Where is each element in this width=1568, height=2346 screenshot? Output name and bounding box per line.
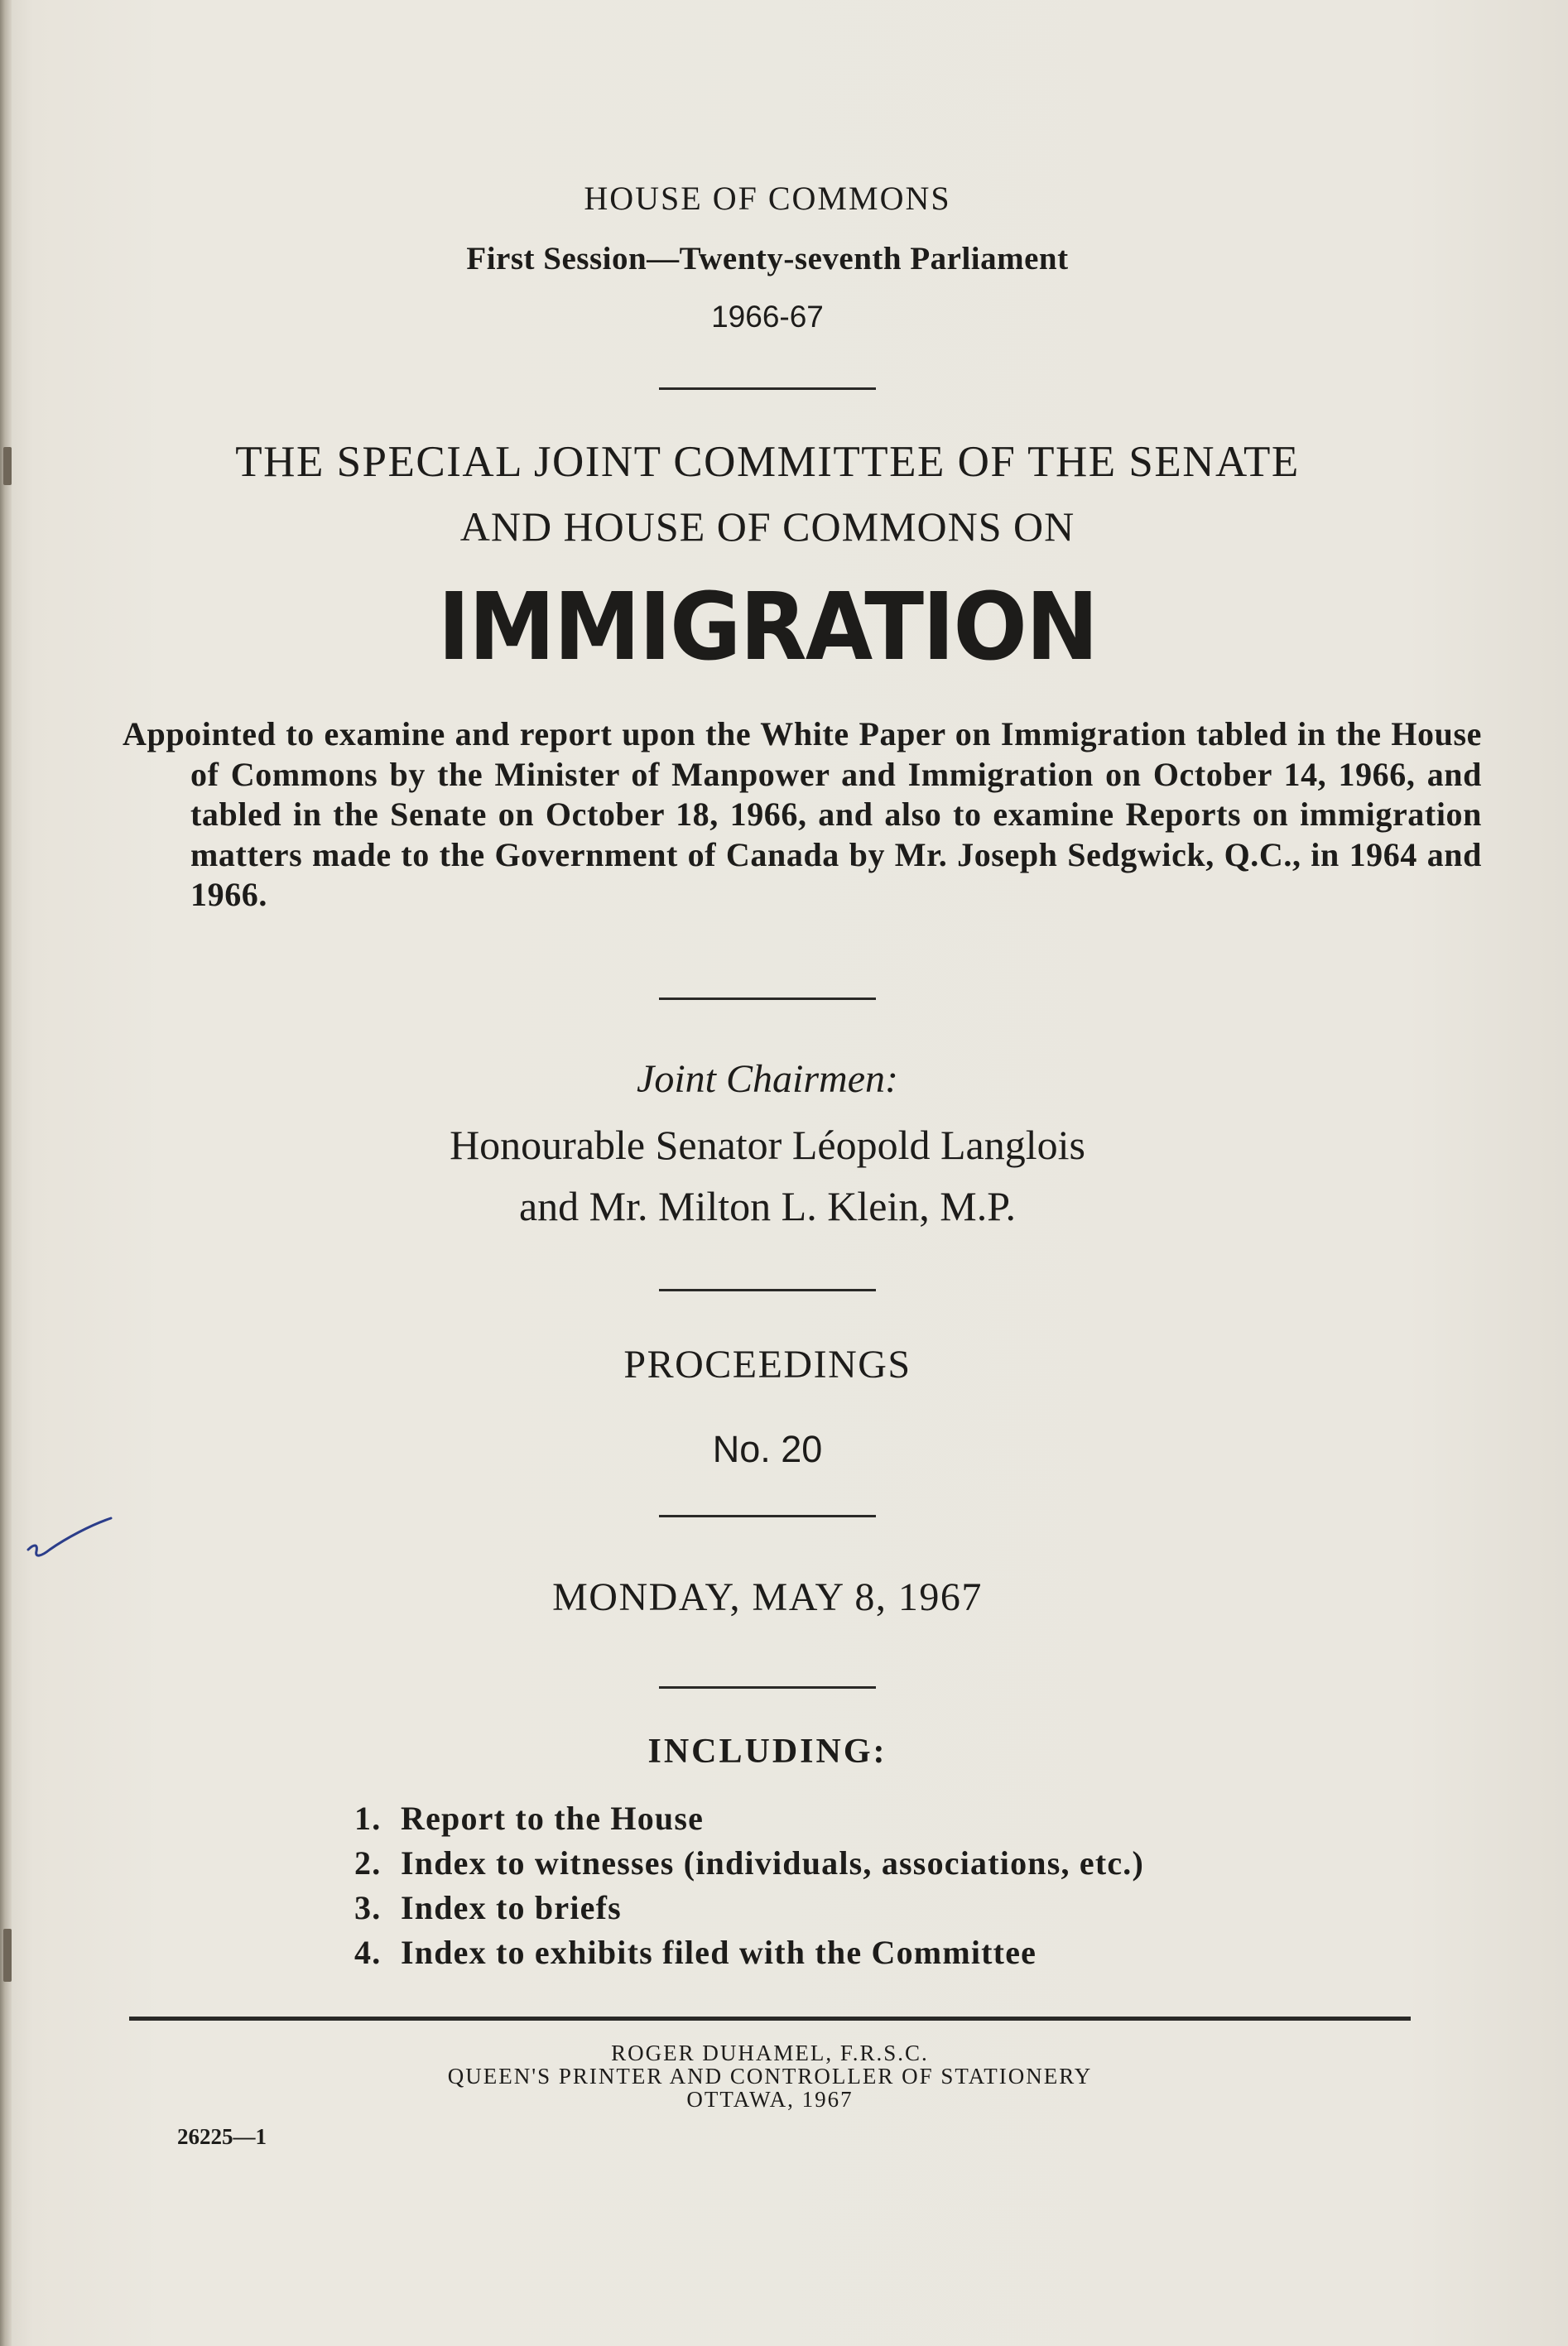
session-years: 1966-67 <box>711 300 824 334</box>
divider-rule <box>659 1515 876 1517</box>
including-title: INCLUDING: <box>647 1733 887 1771</box>
house-heading: HOUSE OF COMMONS <box>584 180 951 217</box>
meeting-date: MONDAY, MAY 8, 1967 <box>552 1575 983 1619</box>
list-item <box>354 1796 1144 1841</box>
chairman-mp: and Mr. Milton L. Klein, M.P. <box>518 1183 1017 1229</box>
proceedings-number: No. 20 <box>712 1428 823 1470</box>
proceedings-title: PROCEEDINGS <box>623 1343 911 1387</box>
session-heading: First Session—Twenty-seventh Parliament <box>466 241 1069 276</box>
committee-topic: IMMIGRATION <box>437 574 1098 681</box>
committee-mandate: Appointed to examine and report upon the White Paper on Immigration tabled in the House of Commons by the Minister of Manpower and Immigration on October 14, 1966, and tabled in the Senate on October 18, 1966, and also to examine Reports on immigration matters made to the Government of Canada by Mr. Joseph Sedgwick, Q.C., in 1964 and 1966. <box>123 715 1482 913</box>
item-number: 1. <box>354 1800 382 1837</box>
list-item <box>354 1886 1144 1930</box>
divider-rule <box>659 998 876 1000</box>
divider-rule <box>659 387 876 390</box>
chairman-senator: Honourable Senator Léopold Langlois <box>450 1122 1085 1168</box>
item-text: Index to briefs <box>401 1889 622 1926</box>
page-binding-edge <box>0 0 12 2346</box>
printer-name: ROGER DUHAMEL, F.R.S.C. <box>611 2041 929 2065</box>
binding-staple <box>3 1929 12 1982</box>
footer-rule <box>129 2017 1411 2021</box>
committee-title-line1: THE SPECIAL JOINT COMMITTEE OF THE SENATE <box>235 438 1300 486</box>
item-number: 3. <box>354 1889 382 1926</box>
print-code: 26225—1 <box>177 2124 267 2149</box>
item-text: Index to exhibits filed with the Committee <box>401 1934 1037 1971</box>
item-number: 2. <box>354 1844 382 1882</box>
printer-office: QUEEN'S PRINTER AND CONTROLLER OF STATIONERY <box>447 2064 1093 2089</box>
divider-rule <box>659 1289 876 1291</box>
joint-chairmen-title: Joint Chairmen: <box>637 1057 898 1101</box>
contents-list <box>354 1796 1144 1975</box>
list-item <box>354 1841 1144 1886</box>
printer-place: OTTAWA, 1967 <box>686 2087 854 2112</box>
item-text: Index to witnesses (individuals, associations, etc.) <box>401 1844 1145 1882</box>
item-text: Report to the House <box>401 1800 705 1837</box>
list-item <box>354 1930 1144 1975</box>
committee-title-line2: AND HOUSE OF COMMONS ON <box>459 503 1075 550</box>
item-number: 4. <box>354 1934 382 1971</box>
handwritten-check-mark <box>25 1515 116 1565</box>
divider-rule <box>659 1686 876 1689</box>
